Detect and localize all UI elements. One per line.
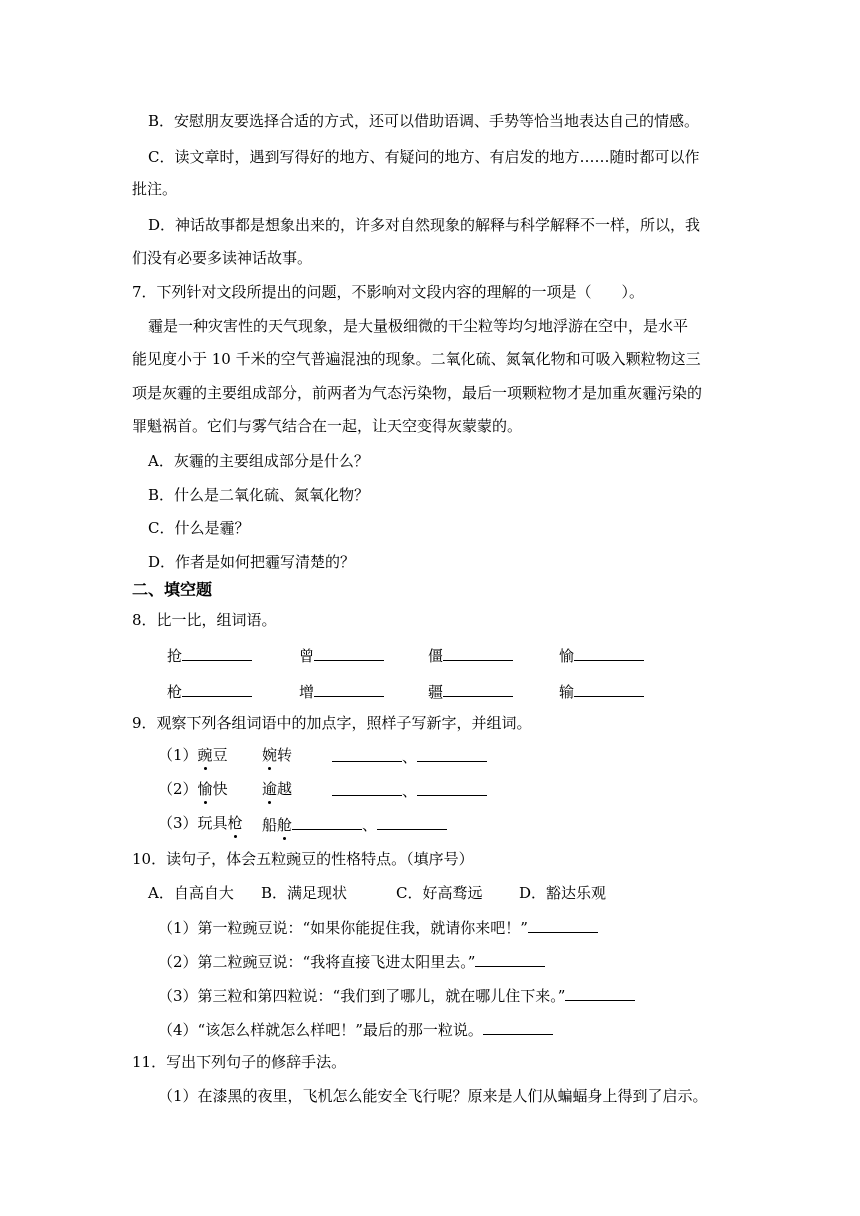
q6-option-c-line2: 批注。 (132, 180, 178, 198)
answer-blank[interactable] (528, 916, 598, 933)
q7-stem: 7．下列针对文段所提出的问题，不影响对文段内容的理解的一项是（ ）。 (132, 283, 645, 301)
q9-stem: 9．观察下列各组词语中的加点字，照样子写新字，并组词。 (132, 714, 532, 732)
q10-sentence-1 (158, 916, 598, 938)
q8-row1-item2 (299, 644, 384, 666)
q9-text: 豆 (212, 746, 228, 764)
q9-row2-answers (332, 779, 487, 801)
q8-char: 增 (299, 683, 315, 701)
q8-row1-item4 (559, 644, 644, 666)
q11-stem: 11．写出下列句子的修辞手法。 (132, 1053, 347, 1071)
q6-option-d-line1: D．神话故事都是想象出来的，许多对自然现象的解释与科学解释不一样，所以，我 (148, 216, 701, 234)
q9-row-number: （1） (158, 746, 198, 764)
q10-sentence-4 (158, 1018, 553, 1040)
separator: 、 (362, 816, 378, 834)
q9-row-number: （3） (158, 814, 198, 832)
q6-option-b: B．安慰朋友要选择合适的方式，还可以借助语调、手势等恰当地表达自己的情感。 (148, 112, 700, 130)
q8-row2-item4 (559, 680, 644, 702)
answer-blank[interactable] (574, 644, 644, 661)
q6-option-d-line2: 们没有必要多读神话故事。 (132, 249, 313, 267)
q8-char: 疆 (428, 683, 444, 701)
answer-blank[interactable] (574, 680, 644, 697)
q10-sentence-text: （4）“该怎么样就怎么样吧！”最后的那一粒说。 (158, 1021, 483, 1039)
answer-blank[interactable] (443, 644, 513, 661)
separator: 、 (402, 782, 418, 800)
q8-row2-item3 (428, 680, 513, 702)
q9-row2-example (158, 779, 228, 799)
answer-blank[interactable] (417, 779, 487, 796)
q10-option-c: C．好高骛远 (396, 884, 483, 902)
answer-blank[interactable] (483, 1018, 553, 1035)
q8-char: 输 (559, 683, 575, 701)
answer-blank[interactable] (377, 813, 447, 830)
q10-option-a: A．自高自大 (148, 884, 234, 902)
q10-sentence-text: （2）第二粒豌豆说：“我将直接飞进太阳里去。” (158, 953, 476, 971)
answer-blank[interactable] (182, 644, 252, 661)
q9-dotted-char: 逾 (262, 780, 278, 798)
q7-passage-line2: 能见度小于 10 千米的空气普遍混浊的现象。二氧化硫、氮氧化物和可吸入颗粒物这三 (132, 350, 701, 368)
answer-blank[interactable] (314, 680, 384, 697)
answer-blank[interactable] (292, 813, 362, 830)
q9-row2-sample (262, 779, 292, 799)
q8-row1-item1 (167, 644, 252, 666)
q10-sentence-text: （1）第一粒豌豆说：“如果你能捉住我，就请你来吧！” (158, 919, 528, 937)
q8-char: 曾 (299, 647, 315, 665)
answer-blank[interactable] (332, 779, 402, 796)
q9-text: 越 (277, 780, 293, 798)
q7-option-b: B．什么是二氧化硫、氮氧化物？ (148, 486, 370, 504)
q7-option-d: D．作者是如何把霾写清楚的？ (148, 553, 356, 571)
q8-stem: 8．比一比，组词语。 (132, 611, 277, 629)
q6-option-c-line1: C．读文章时，遇到写得好的地方、有疑问的地方、有启发的地方……随时都可以作 (148, 148, 700, 166)
q9-row1-sample (262, 745, 292, 765)
answer-blank[interactable] (475, 950, 545, 967)
q10-sentence-2 (158, 950, 545, 972)
q8-row2-item2 (299, 680, 384, 702)
q9-text: 快 (212, 780, 228, 798)
separator: 、 (402, 748, 418, 766)
q9-dotted-char: 舱 (277, 816, 293, 834)
q9-dotted-char: 婉 (262, 746, 278, 764)
q7-option-c: C．什么是霾？ (148, 519, 250, 537)
q9-row3-sample (262, 813, 447, 835)
q7-passage-line1: 霾是一种灾害性的天气现象，是大量极细微的干尘粒等均匀地浮游在空中，是水平 (148, 317, 689, 335)
q9-text: 转 (277, 746, 293, 764)
q8-char: 枪 (167, 683, 183, 701)
answer-blank[interactable] (417, 745, 487, 762)
q10-stem: 10．读句子，体会五粒豌豆的性格特点。（填序号） (132, 850, 474, 868)
q9-dotted-char: 愉 (197, 780, 213, 798)
q8-row2-item1 (167, 680, 252, 702)
q9-row1-example (158, 745, 228, 765)
q9-row1-answers (332, 745, 487, 767)
q9-text: 船 (262, 816, 278, 834)
q8-char: 僵 (428, 647, 444, 665)
q9-row3-example (158, 813, 243, 833)
q8-char: 抢 (167, 647, 183, 665)
answer-blank[interactable] (182, 680, 252, 697)
q10-sentence-3 (158, 984, 635, 1006)
q9-dotted-char: 枪 (227, 814, 243, 832)
q9-text: 玩具 (197, 814, 228, 832)
q8-char: 愉 (559, 647, 575, 665)
q8-row1-item3 (428, 644, 513, 666)
answer-blank[interactable] (314, 644, 384, 661)
answer-blank[interactable] (443, 680, 513, 697)
q10-sentence-text: （3）第三粒和第四粒说：“我们到了哪儿，就在哪儿住下来。” (158, 987, 566, 1005)
section-title: 二、填空题 (132, 580, 213, 599)
q11-sentence-1: （1）在漆黑的夜里，飞机怎么能安全飞行呢？原来是人们从蝙蝠身上得到了启示。 (158, 1087, 708, 1105)
q10-option-d: D．豁达乐观 (519, 884, 607, 902)
answer-blank[interactable] (565, 984, 635, 1001)
answer-blank[interactable] (332, 745, 402, 762)
q9-dotted-char: 豌 (197, 746, 213, 764)
q10-option-b: B．满足现状 (261, 884, 348, 902)
q7-option-a: A．灰霾的主要组成部分是什么？ (148, 452, 369, 470)
q9-row-number: （2） (158, 780, 198, 798)
q7-passage-line3: 项是灰霾的主要组成部分，前两者为气态污染物，最后一项颗粒物才是加重灰霾污染的 (132, 384, 703, 402)
q7-passage-line4: 罪魁祸首。它们与雾气结合在一起，让天空变得灰蒙蒙的。 (132, 417, 523, 435)
